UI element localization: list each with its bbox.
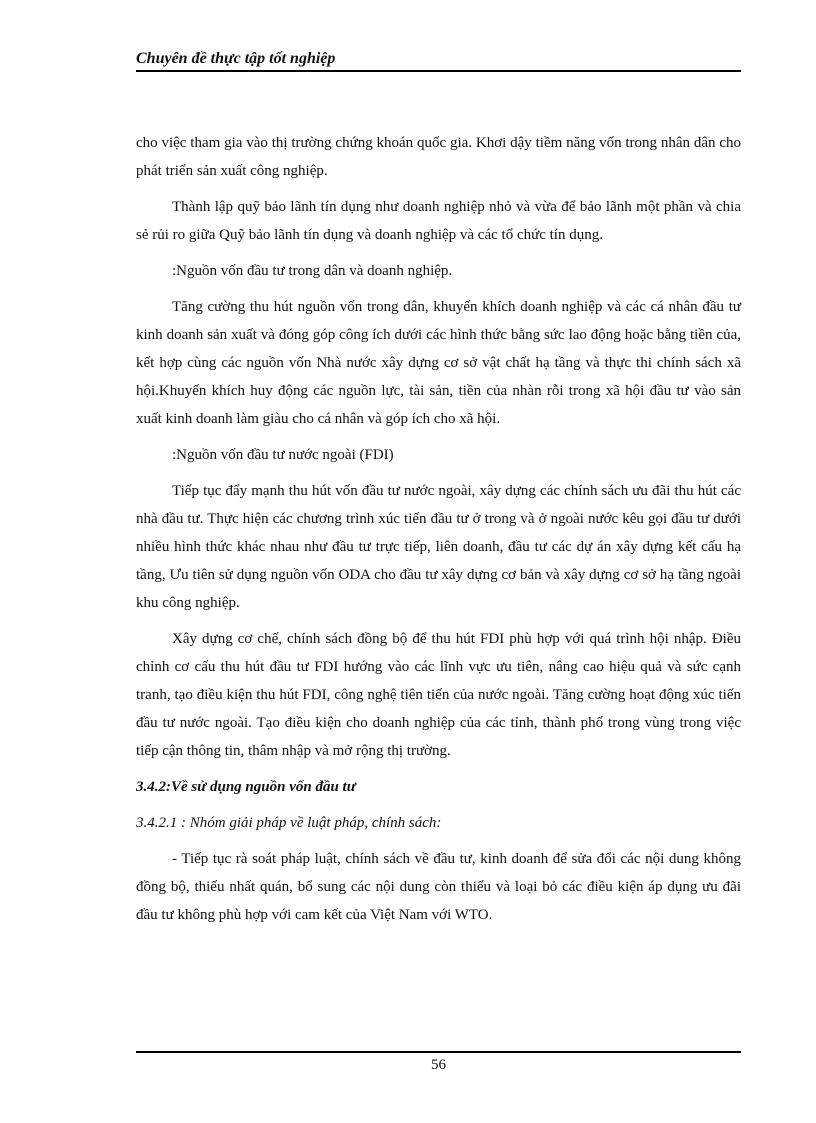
subsection-heading: 3.4.2.1 : Nhóm giải pháp về luật pháp, chính sách:	[136, 815, 442, 831]
paragraph-2: Thành lập quỹ bảo lãnh tín dụng như doanh nghiệp nhỏ và vừa để bảo lãnh một phần và chia sẻ rủi ro giữa Quỹ bảo lãnh tín dụng và doanh nghiệp và các tổ chức tín dụng.	[136, 199, 741, 243]
header-divider	[136, 70, 741, 72]
paragraph-7: Xây dựng cơ chế, chính sách đồng bộ để thu hút FDI phù hợp với quá trình hội nhập. Điều chỉnh cơ cấu thu hút đầu tư FDI hướng vào các lĩnh vực ưu tiên, nâng cao hiệu quả và sức cạnh tranh, tạo điều kiện thu hút FDI, công nghệ tiên tiến của nước ngoài. Tăng cường hoạt động xúc tiến đầu tư nước ngoài. Tạo điều kiện cho doanh nghiệp của các tỉnh, thành phố trong vùng trong việc tiếp cận thông tin, thâm nhập và mở rộng thị trường.	[136, 631, 741, 759]
paragraph-8: - Tiếp tục rà soát pháp luật, chính sách về đầu tư, kinh doanh để sửa đổi các nội dung không đồng bộ, thiếu nhất quán, bổ sung các nội dung còn thiếu và loại bỏ các điều kiện áp dụng ưu đãi đầu tư không phù hợp với cam kết của Việt Nam với WTO.	[136, 851, 741, 923]
page-number: 56	[431, 1057, 446, 1073]
paragraph-1: cho việc tham gia vào thị trường chứng khoán quốc gia. Khơi dậy tiềm năng vốn trong nhân dân cho phát triển sản xuất công nghiệp.	[136, 135, 741, 179]
section-heading: 3.4.2:Về sử dụng nguồn vốn đầu tư	[136, 779, 356, 795]
paragraph-6: Tiếp tục đẩy mạnh thu hút vốn đầu tư nước ngoài, xây dựng các chính sách ưu đãi thu hút các nhà đầu tư. Thực hiện các chương trình xúc tiến đầu tư ở trong và ở ngoài nước kêu gọi đầu tư dưới nhiều hình thức khác nhau như đầu tư trực tiếp, liên doanh, đầu tư các dự án xây dựng kết cấu hạ tầng, Ưu tiên sử dụng nguồn vốn ODA cho đầu tư xây dựng cơ bản và xây dựng cơ sở hạ tầng ngoài khu công nghiệp.	[136, 483, 741, 611]
paragraph-4: Tăng cường thu hút nguồn vốn trong dân, khuyến khích doanh nghiệp và các cá nhân đầu tư kinh doanh sản xuất và đóng góp công ích dưới các hình thức bằng sức lao động hoặc bằng tiền của, kết hợp cùng các nguồn vốn Nhà nước xây dựng cơ sở vật chất hạ tầng và thực thi chính sách xã hội.Khuyến khích huy động các nguồn lực, tài sản, tiền của nhàn rỗi trong xã hội đầu tư vào sản xuất kinh doanh làm giàu cho cá nhân và góp ích cho xã hội.	[136, 299, 741, 427]
header-title: Chuyên đề thực tập tốt nghiệp	[136, 50, 336, 67]
paragraph-3: :Nguồn vốn đầu tư trong dân và doanh nghiệp.	[172, 263, 453, 279]
page-body	[136, 129, 741, 937]
footer-divider	[136, 1051, 741, 1053]
paragraph-5: :Nguồn vốn đầu tư nước ngoài (FDI)	[172, 447, 394, 463]
